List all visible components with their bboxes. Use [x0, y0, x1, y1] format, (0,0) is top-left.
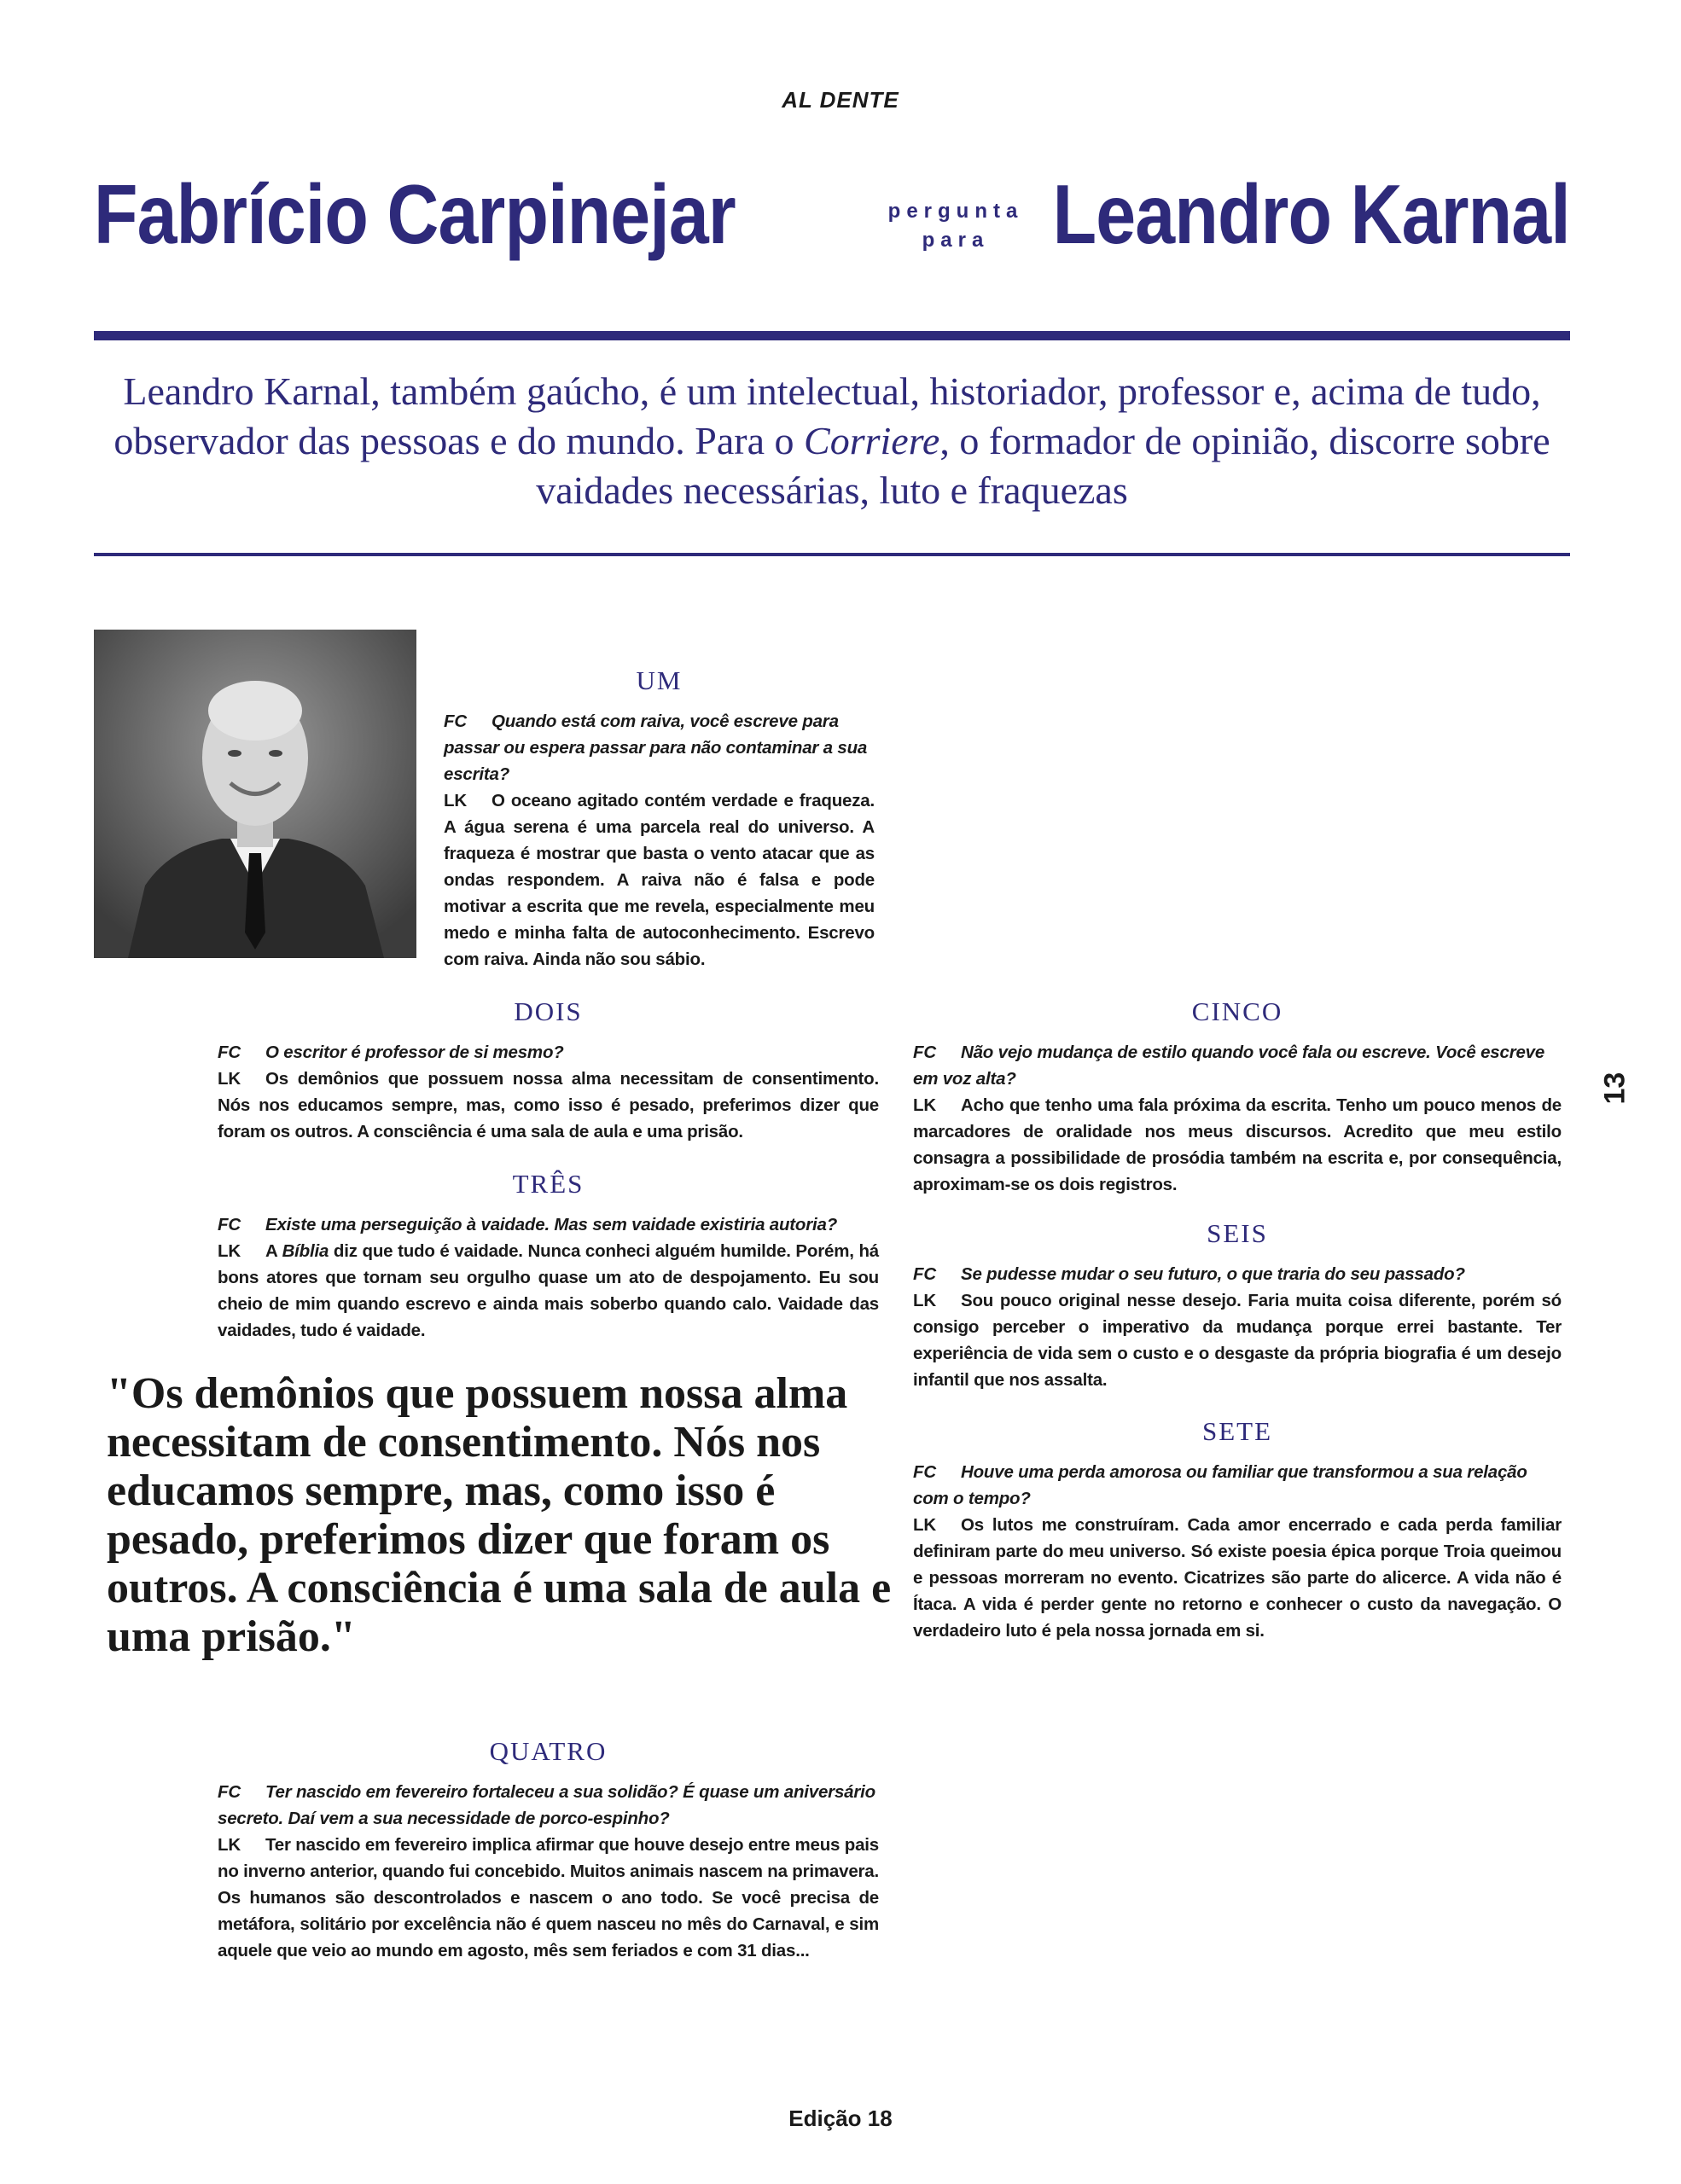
- bottom-rule: [94, 553, 1570, 556]
- answer-text: O oceano agitado contém verdade e fraqueza. A água serena é uma parcela real do universo. A fraqueza é mostrar que basta o vento atacar que as ondas respondem. A raiva não é falsa e pode motivar a escrita que me revela, especialmente meu medo e minha falta de autoconhecimento. Escrevo com raiva. Ainda não sou sábio.: [444, 791, 875, 969]
- question-text: Existe uma perseguição à vaidade. Mas sem vaidade existiria autoria?: [265, 1215, 838, 1234]
- section-cinco-question: [913, 1039, 1562, 1092]
- interviewee-tag: LK: [218, 1241, 241, 1261]
- interviewer-tag: FC: [913, 1264, 936, 1284]
- lede-text-start: Leandro Karnal, também gaúcho, é um intelectual, historiador, professor e, acima de tudo, observador das pessoas e do mundo. Para o: [113, 369, 1541, 462]
- portrait-illustration: [94, 630, 416, 958]
- section-seis-title: SEIS: [1207, 1218, 1268, 1248]
- connector-line-1: pergunta: [887, 200, 1024, 223]
- answer-book-title: Bíblia: [282, 1241, 329, 1261]
- section-seis: [913, 1218, 1562, 1393]
- section-tres-title: TRÊS: [512, 1169, 585, 1199]
- section-label: AL DENTE: [782, 87, 899, 113]
- interviewer-tag: FC: [913, 1462, 936, 1482]
- question-text: Quando está com raiva, você escreve para passar ou espera passar para não contaminar a sua escrita?: [444, 712, 868, 784]
- section-um-answer: [444, 787, 875, 973]
- section-quatro: [218, 1736, 879, 1964]
- interviewee-tag: LK: [218, 1069, 241, 1089]
- question-text: Não vejo mudança de estilo quando você fala ou escreve. Você escreve em voz alta?: [913, 1043, 1545, 1089]
- top-rule: [94, 331, 1570, 340]
- headline-connector: [845, 197, 1067, 255]
- answer-text-end: diz que tudo é vaidade. Nunca conheci alguém humilde. Porém, há bons atores que tornam seu orgulho quase um ato de despojamento. Eu sou cheio de mim quando escrevo e ainda mais soberbo quando calo. Vaidade das vaidades, tudo é vaidade.: [218, 1241, 879, 1340]
- lede-text-end: , o formador de opinião, discorre sobre vaidades necessárias, luto e fraquezas: [536, 419, 1550, 512]
- section-quatro-title: QUATRO: [489, 1736, 608, 1766]
- section-quatro-answer: [218, 1832, 879, 1964]
- lede-publication: Corriere: [804, 419, 940, 462]
- interviewee-tag: LK: [444, 791, 467, 810]
- pull-quote: "Os demônios que possuem nossa alma necessitam de consentimento. Nós nos educamos sempre, mas, como isso é pesado, preferimos dizer que foram os outros. A consciência é uma sala de aula e uma prisão.": [107, 1369, 892, 1661]
- page-number: 13: [1598, 1072, 1632, 1105]
- section-sete-answer: [913, 1512, 1562, 1644]
- section-cinco-answer: [913, 1092, 1562, 1198]
- connector-line-2: para: [922, 229, 990, 252]
- section-dois-question: [218, 1039, 879, 1066]
- section-dois: [218, 996, 879, 1145]
- section-cinco-title: CINCO: [1191, 996, 1283, 1026]
- section-um-question: [444, 708, 875, 787]
- interviewee-tag: LK: [218, 1835, 241, 1855]
- section-sete-question: [913, 1459, 1562, 1512]
- answer-text: Sou pouco original nesse desejo. Faria muita coisa diferente, porém só consigo perceber o imperativo da mudança porque errei bastante. Ter experiência de vida sem o custo e o desgaste da própria biografia é um desejo infantil que nos assalta.: [913, 1291, 1562, 1390]
- interviewee-name: Leandro Karnal: [1052, 167, 1570, 261]
- answer-text: Acho que tenho uma fala próxima da escrita. Tenho um pouco menos de marcadores de oralidade nos meus discursos. Acredito que meu estilo consagra a possibilidade de prosódia também na escrita e, por consequência, aproximam-se os dois registros.: [913, 1095, 1562, 1194]
- headline: [94, 166, 1570, 286]
- section-dois-answer: [218, 1066, 879, 1145]
- section-quatro-question: [218, 1779, 879, 1832]
- interviewer-tag: FC: [218, 1782, 241, 1802]
- section-sete-title: SETE: [1201, 1416, 1273, 1446]
- portrait-photo: [94, 630, 416, 958]
- section-tres-question: [218, 1211, 879, 1238]
- answer-text: Os demônios que possuem nossa alma necessitam de consentimento. Nós nos educamos sempre, mas, como isso é pesado, preferimos dizer que foram os outros. A consciência é uma sala de aula e uma prisão.: [218, 1069, 879, 1141]
- section-um: [444, 665, 875, 973]
- section-cinco: [913, 996, 1562, 1198]
- section-um-title: UM: [636, 665, 683, 695]
- footer-edition: Edição 18: [788, 2106, 893, 2131]
- section-tres-answer: [218, 1238, 879, 1344]
- interviewer-name: Fabrício Carpinejar: [94, 167, 736, 261]
- question-text: Se pudesse mudar o seu futuro, o que traria do seu passado?: [961, 1264, 1465, 1284]
- section-dois-title: DOIS: [514, 996, 583, 1026]
- section-sete: [913, 1416, 1562, 1644]
- section-tres: [218, 1169, 879, 1344]
- interviewee-tag: LK: [913, 1515, 936, 1535]
- lede: [94, 367, 1570, 515]
- answer-text: Os lutos me construíram. Cada amor encerrado e cada perda familiar definiram parte do meu universo. Só existe poesia épica porque Troia queimou e pessoas morreram no evento. Cicatrizes são parte do alicerce. A vida não é Ítaca. A vida é perder gente no retorno e conhecer o custo da navegação. O verdadeiro luto é pela nossa jornada em si.: [913, 1515, 1562, 1641]
- interviewer-tag: FC: [218, 1215, 241, 1234]
- interviewee-tag: LK: [913, 1095, 936, 1115]
- interviewee-tag: LK: [913, 1291, 936, 1310]
- question-text: Houve uma perda amorosa ou familiar que transformou a sua relação com o tempo?: [913, 1462, 1527, 1508]
- answer-text-start: A: [265, 1241, 282, 1261]
- question-text: O escritor é professor de si mesmo?: [265, 1043, 564, 1062]
- answer-text: Ter nascido em fevereiro implica afirmar que houve desejo entre meus pais no inverno anterior, quando fui concebido. Muitos animais nascem na primavera. Os humanos são descontrolados e nascem o ano todo. Se você precisa de metáfora, solitário por excelência não é quem nasceu no mês do Carnaval, e sim aquele que veio ao mundo em agosto, mês sem feriados e com 31 dias...: [218, 1835, 879, 1960]
- question-text: Ter nascido em fevereiro fortaleceu a sua solidão? É quase um aniversário secreto. Daí vem a sua necessidade de porco-espinho?: [218, 1782, 875, 1828]
- section-seis-answer: [913, 1287, 1562, 1393]
- interviewer-tag: FC: [218, 1043, 241, 1062]
- interviewer-tag: FC: [444, 712, 467, 731]
- interviewer-tag: FC: [913, 1043, 936, 1062]
- section-seis-question: [913, 1261, 1562, 1287]
